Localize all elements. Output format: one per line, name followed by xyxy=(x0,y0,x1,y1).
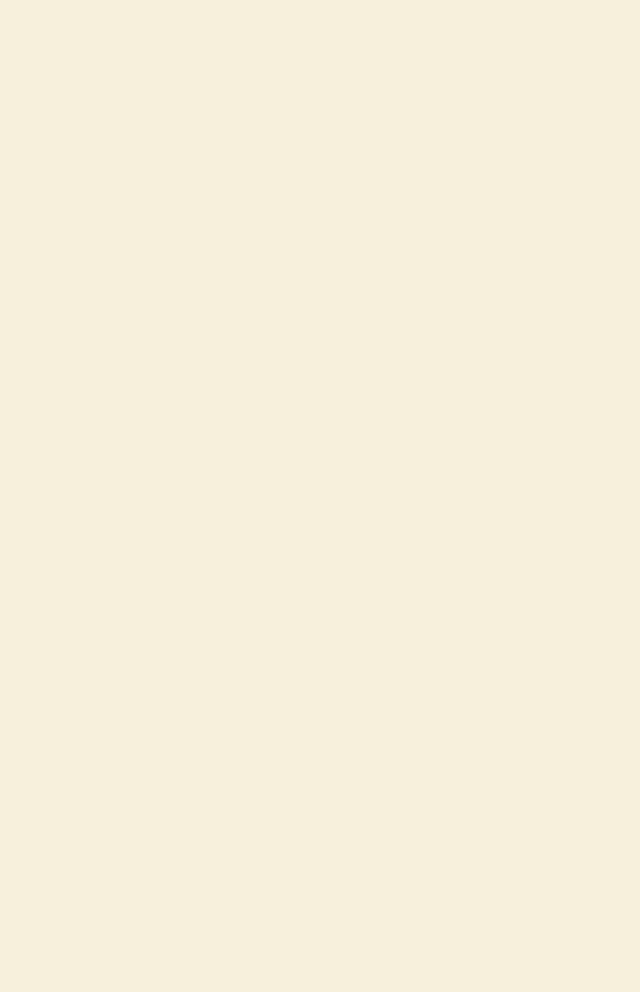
hymn1-system1 xyxy=(18,60,586,250)
hymn2-system2 xyxy=(18,738,586,928)
hymn1-system2 xyxy=(18,268,586,448)
hymn1-system1-music xyxy=(18,60,586,250)
hymn1-system2-music xyxy=(18,268,586,448)
hymn2-heading xyxy=(18,468,25,497)
hymn2-system1 xyxy=(18,530,586,720)
hymn2-system1-music xyxy=(18,530,586,720)
hymn2-system2-music xyxy=(18,738,586,928)
